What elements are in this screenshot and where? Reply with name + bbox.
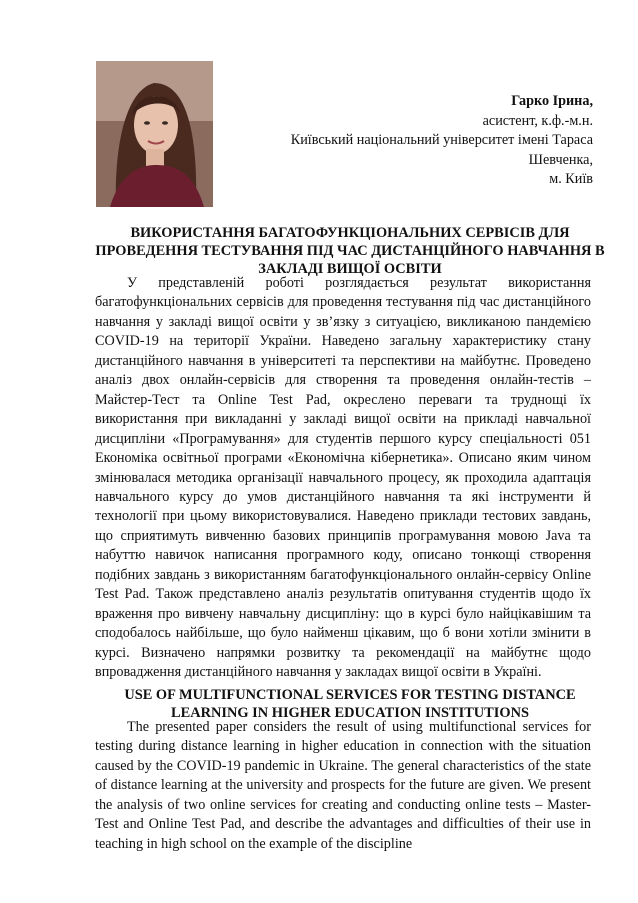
- author-info: [291, 92, 593, 190]
- abstract-english: The presented paper considers the result of using multifunctional services for testing during distance learning in higher education in connection with the situation caused by the COVID-19 pandemic in Ukraine. The general characteristics of the state of distance learning at the university and prospects for the future are given. We present the analysis of two online services for creating and conducting online tests – Master-Test and Online Test Pad, and describe the advantages and difficulties of their use in teaching in high school on the example of the discipline: [95, 719, 591, 852]
- author-photo: [96, 61, 213, 207]
- title-english: USE OF MULTIFUNCTIONAL SERVICES FOR TESTING DISTANCE LEARNING IN HIGHER EDUCATION INSTITUTIONS: [124, 687, 576, 721]
- author-position: асистент, к.ф.-м.н.: [482, 112, 593, 129]
- title-ukrainian: ВИКОРИСТАННЯ БАГАТОФУНКЦІОНАЛЬНИХ СЕРВІСІВ ДЛЯ ПРОВЕДЕННЯ ТЕСТУВАННЯ ПІД ЧАС ДИСТАНЦІЙНОГО НАВЧАННЯ В ЗАКЛАДІ ВИЩОЇ ОСВІТИ: [95, 225, 605, 277]
- author-affiliation-line2: Шевченка,: [528, 151, 593, 168]
- author-affiliation-line1: Київський національний університет імені Тараса: [290, 132, 593, 148]
- abstract-ukrainian: У представленій роботі розглядається результат використання багатофункціональних сервісів для проведення тестування під час дистанційного навчання у закладі вищої освіти у зв’язку з ситуацією, викликаною пандемією COVID-19 на території України. Наведено загальну характеристику стану дистанційного навчання в університеті та перспективи на майбутнє. Проведено аналіз двох онлайн-сервісів для створення та проведення онлайн-тестів – Майстер-Тест та Online Test Pad, окреслено переваги та труднощі їх використання при викладанні у закладі вищої освіти на прикладі навчальної дисципліни «Програмування» для студентів першого курсу спеціальності 051 Економіка освітньої програми «Економічна кібернетика». Описано яким чином змінювалася методика організації навчального процесу, як проходила адаптація навчального курсу до умов дистанційного навчання та які інструменти й технології при цьому використовувалися. Наведено приклади тестових завдань, що сприятимуть вивченню базових принципів програмування мовою Java та набуттю навичок написання програмного коду, описано тонкощі створення подібних завдань з використанням багатофункціонального онлайн-сервісу Online Test Pad. Також представлено аналіз результатів опитування студентів щодо їх враження про вивчену навчальну дисципліну: що в курсі було найцікавішим та сподобалось найбільше, що було найменш цікавим, що б вони хотіли змінити в курсі. Визначено напрямки розвитку та рекомендації на майбутнє щодо впровадження дистанційного навчання у закладах вищої освіти в Україні.: [95, 275, 591, 681]
- author-portrait-image: [96, 61, 213, 207]
- author-name: Гарко Ірина,: [511, 93, 593, 109]
- author-city: м. Київ: [549, 171, 593, 187]
